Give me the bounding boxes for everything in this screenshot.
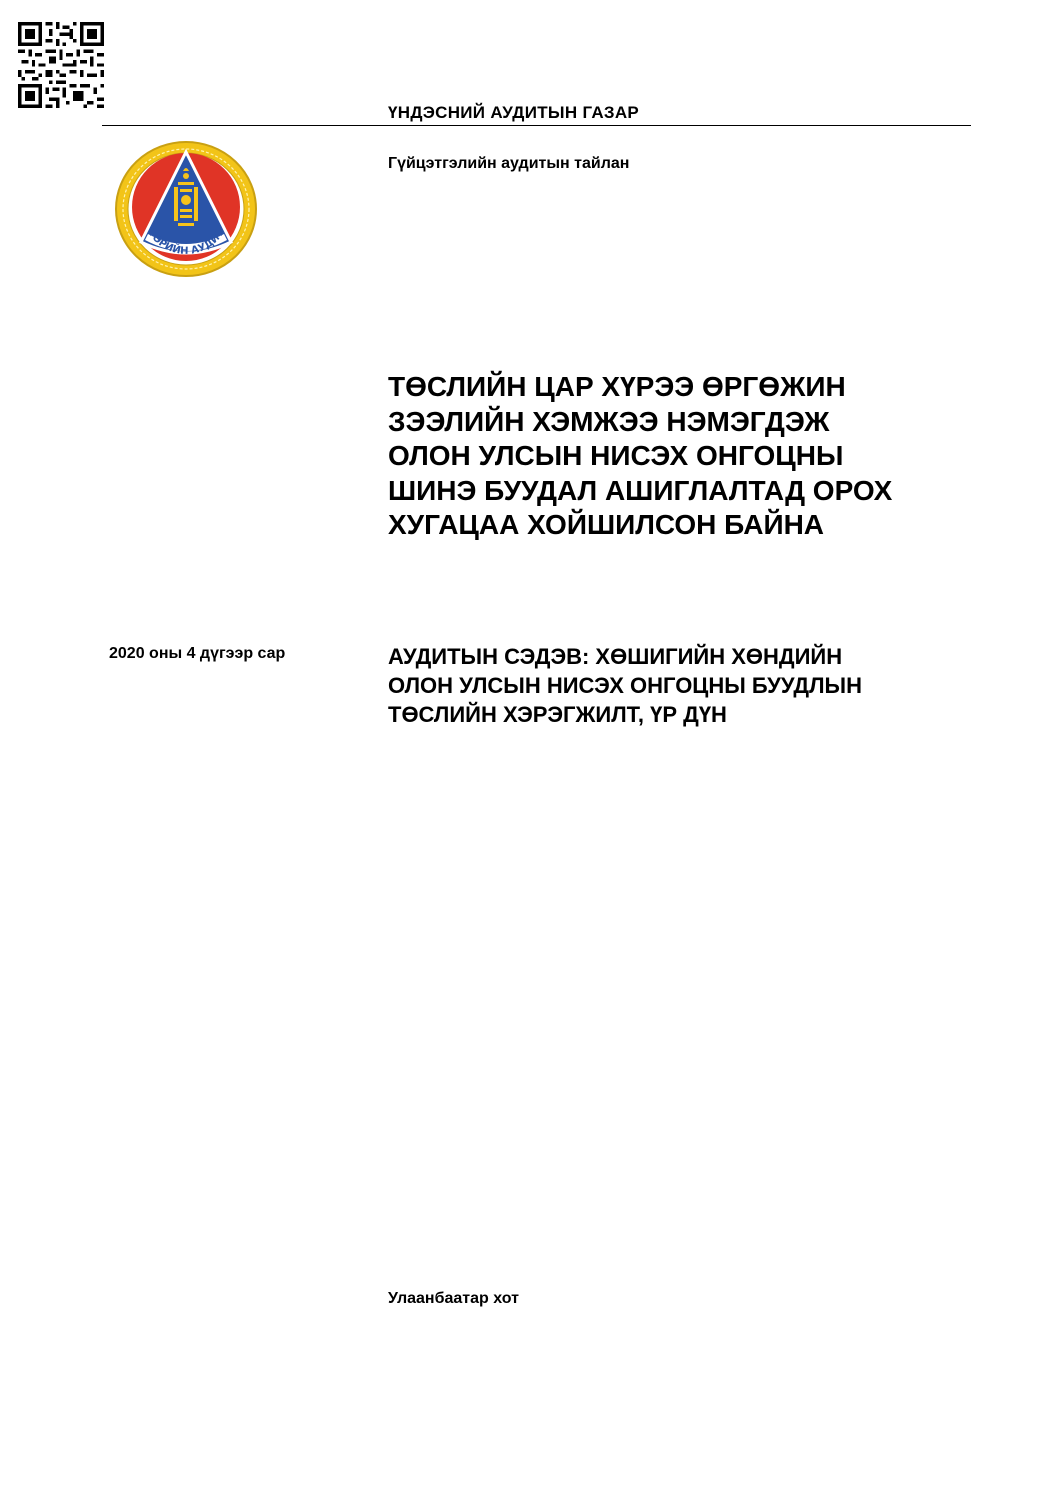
- subject-line: АУДИТЫН СЭДЭВ: ХӨШИГИЙН ХӨНДИЙН: [388, 644, 843, 669]
- report-type: Гүйцэтгэлийн аудитын тайлан: [388, 155, 630, 172]
- subject-line: ОЛОН УЛСЫН НИСЭХ ОНГОЦНЫ БУУДЛЫН: [388, 673, 862, 698]
- organization-name: ҮНДЭСНИЙ АУДИТЫН ГАЗАР: [388, 103, 640, 122]
- title-line: ТӨСЛИЙН ЦАР ХҮРЭЭ ӨРГӨЖИН: [388, 371, 846, 402]
- title-line: ЗЭЭЛИЙН ХЭМЖЭЭ НЭМЭГДЭЖ: [388, 405, 830, 437]
- city-name: Улаанбаатар хот: [388, 1290, 519, 1307]
- audit-subject: [388, 642, 988, 729]
- title-line: ШИНЭ БУУДАЛ АШИГЛАЛТАД ОРОХ: [388, 474, 893, 506]
- state-audit-emblem-icon: [114, 140, 258, 278]
- subject-line: ТӨСЛИЙН ХЭРЭГЖИЛТ, ҮР ДҮН: [388, 702, 727, 727]
- header-divider: [102, 125, 971, 126]
- title-line: ХУГАЦАА ХОЙШИЛСОН БАЙНА: [388, 509, 825, 540]
- qr-code-icon: [18, 22, 104, 108]
- report-title: [388, 370, 988, 543]
- emblem-text: ТӨРИЙН АУДИТ: [145, 227, 227, 257]
- report-date: 2020 оны 4 дүгээр сар: [109, 645, 286, 662]
- title-line: ОЛОН УЛСЫН НИСЭХ ОНГОЦНЫ: [388, 440, 844, 471]
